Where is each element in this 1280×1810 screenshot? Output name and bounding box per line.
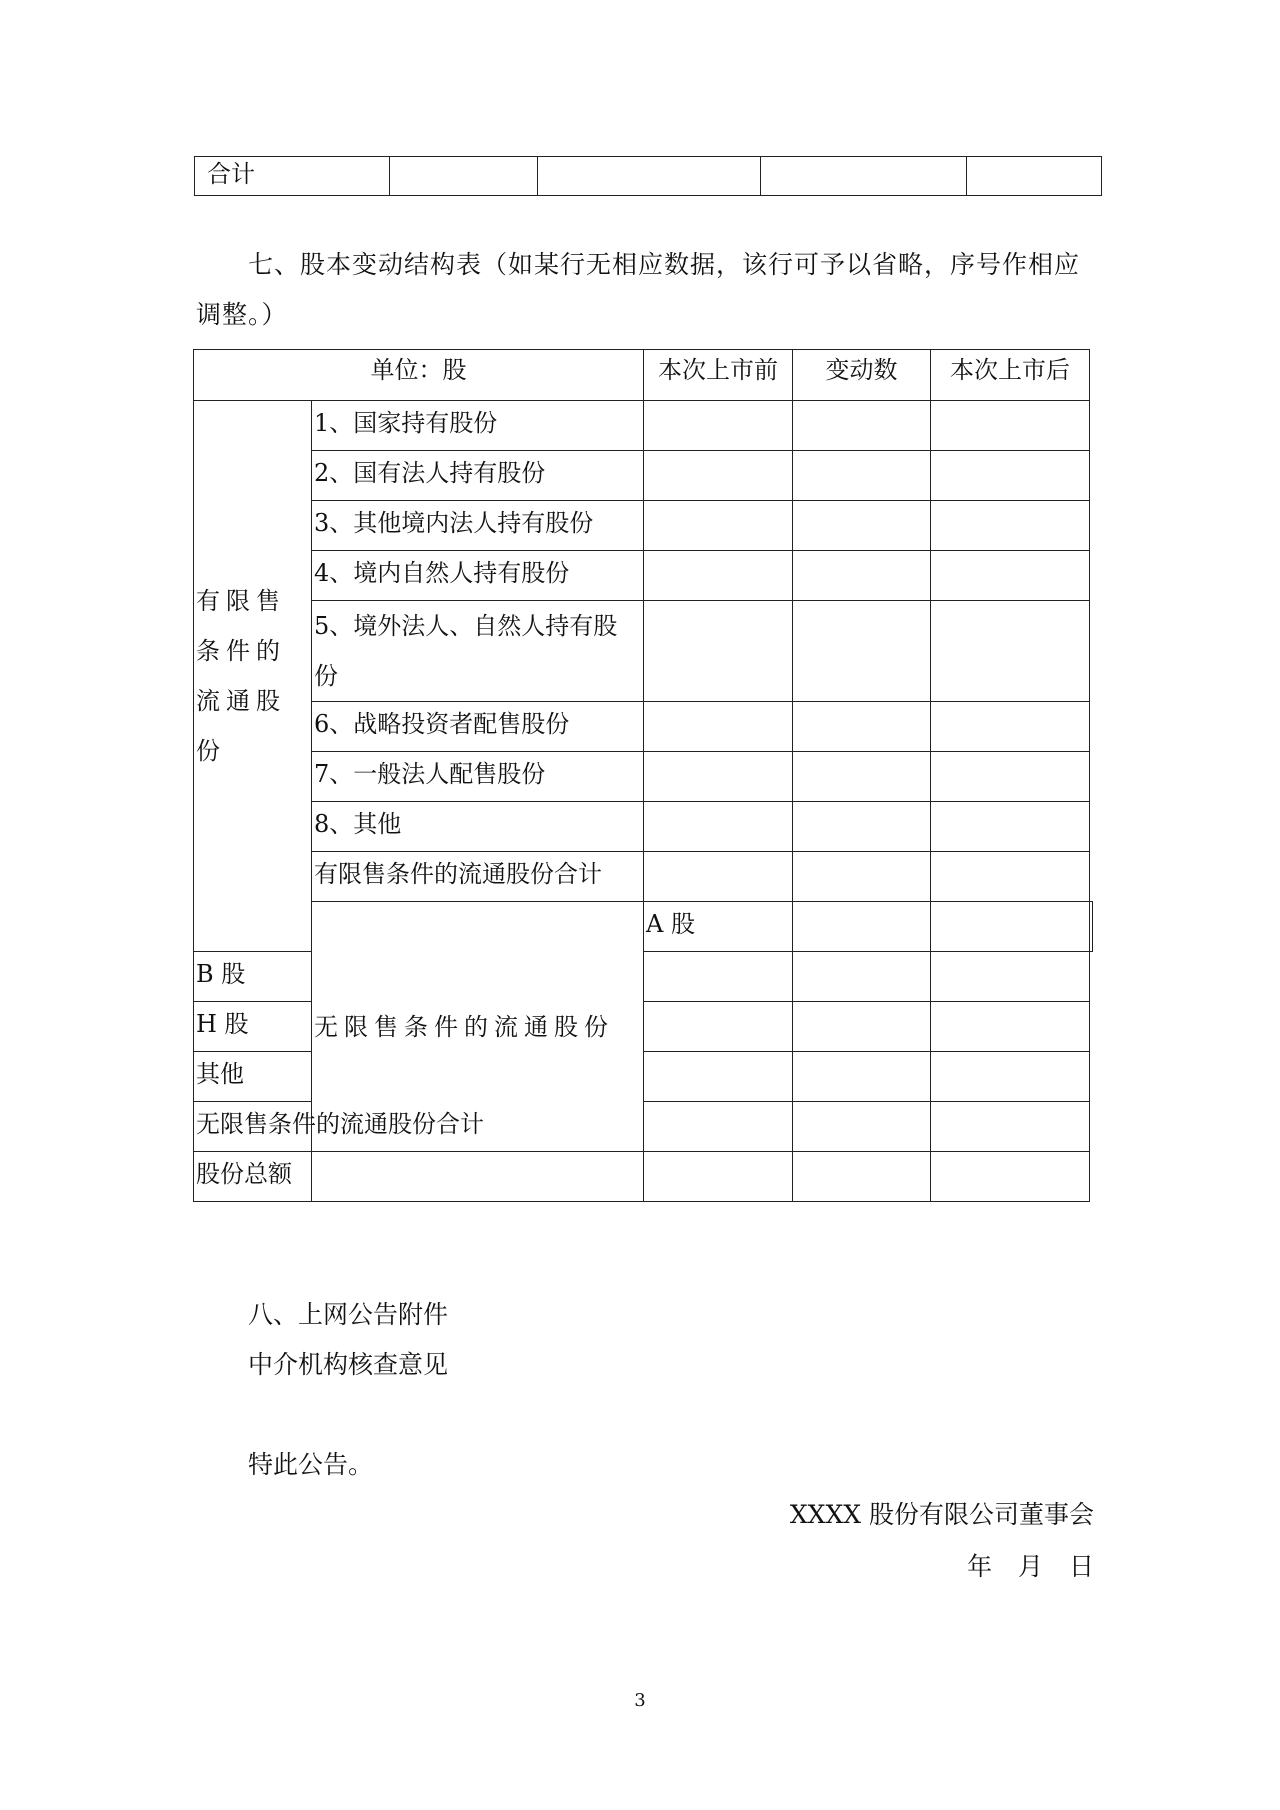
table-row [194, 702, 1093, 752]
page-number: 3 [634, 1690, 646, 1711]
row-label: 有限售条件的流通股份合计 [312, 852, 644, 902]
table-header-row [194, 350, 1093, 401]
table-row [194, 401, 1093, 451]
total-shares-label: 股份总额 [194, 1152, 312, 1202]
table-row [195, 157, 1102, 196]
table-row [194, 601, 1093, 702]
row-label: 4、境内自然人持有股份 [312, 551, 644, 601]
total-label: 合计 [195, 157, 390, 196]
after-listing-header: 本次上市后 [931, 350, 1090, 401]
table-row [194, 501, 1093, 551]
row-label: 3、其他境内法人持有股份 [312, 501, 644, 551]
table-row [194, 902, 1093, 952]
section-8-heading: 八、上网公告附件 [248, 1300, 449, 1329]
before-listing-header: 本次上市前 [644, 350, 793, 401]
summary-table [194, 156, 1102, 196]
row-label: 7、一般法人配售股份 [312, 752, 644, 802]
row-label: 6、战略投资者配售股份 [312, 702, 644, 752]
row-label: 无限售条件的流通股份合计 [194, 1102, 312, 1152]
table-cell [389, 157, 537, 196]
row-label: 2、国有法人持有股份 [312, 451, 644, 501]
table-row [194, 1152, 1093, 1202]
attachment-item: 中介机构核查意见 [248, 1350, 449, 1379]
section-7-heading: 七、股本变动结构表（如某行无相应数据，该行可予以省略，序号作相应调整。） [196, 250, 1081, 329]
change-header: 变动数 [793, 350, 931, 401]
row-label: 1、国家持有股份 [312, 401, 644, 451]
signature: XXXX 股份有限公司董事会 [789, 1500, 1094, 1529]
table-row [194, 451, 1093, 501]
table-row [194, 551, 1093, 601]
table-cell [966, 157, 1101, 196]
share-structure-table [193, 349, 1093, 1202]
row-label: H 股 [194, 1002, 312, 1052]
row-label: B 股 [194, 952, 312, 1002]
row-label: A 股 [644, 902, 793, 952]
date-line: 年 月 日 [967, 1552, 1094, 1581]
unit-header: 单位：股 [194, 350, 644, 401]
closing-text: 特此公告。 [248, 1450, 374, 1479]
row-label: 8、其他 [312, 802, 644, 852]
table-row [194, 852, 1093, 902]
table-row [194, 752, 1093, 802]
row-label: 其他 [194, 1052, 312, 1102]
unrestricted-group-label: 无限售条件的流通股份 [312, 902, 644, 1152]
table-row [194, 802, 1093, 852]
restricted-group-label: 有限售条件的流通股份 [194, 401, 312, 952]
table-cell [760, 157, 966, 196]
table-cell [538, 157, 761, 196]
row-label: 5、境外法人、自然人持有股份 [312, 601, 644, 702]
